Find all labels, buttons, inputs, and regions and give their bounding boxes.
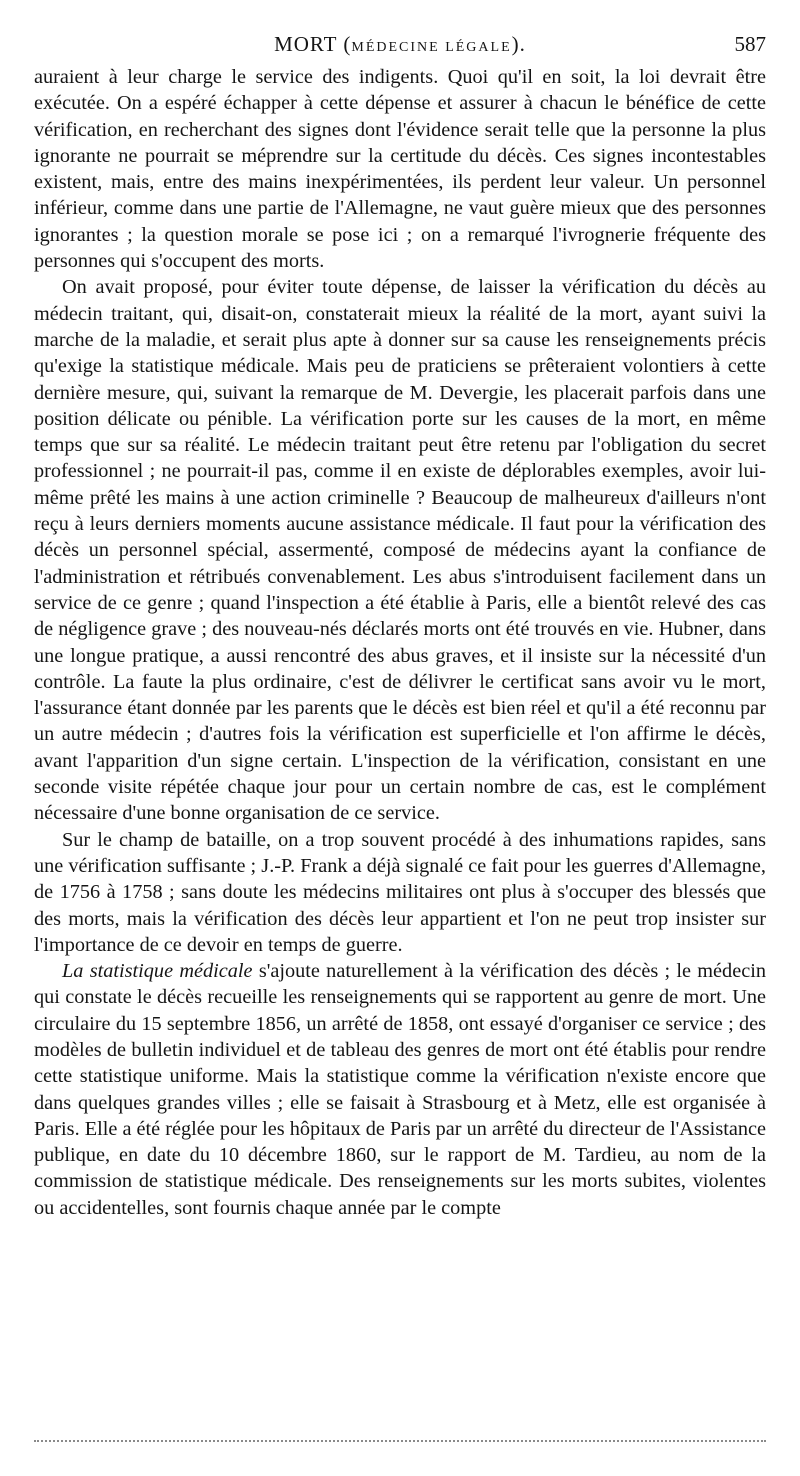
paragraph-4: [34, 958, 766, 1221]
paragraph-1: auraient à leur charge le service des indigents. Quoi qu'il en soit, la loi devrait être exécutée. On a espéré échapper à cette dépense et assurer à chacun le bénéfice de cette vérification, en recherchant des signes dont l'évidence serait telle que la personne la plus ignorante ne pourrait se méprendre sur la certitude du décès. Ces signes incontestables existent, mais, entre des mains inexpérimentées, ils perdent leur valeur. Un personnel inférieur, comme dans une partie de l'Allemagne, ne vaut guère mieux que des personnes ignorantes ; la question morale se pose ici ; on a remarqué l'ivrognerie fréquente des personnes qui s'occupent des morts.: [34, 66, 766, 273]
paragraph-4-text: s'ajoute naturellement à la vérification des décès ; le médecin qui constate le décès recueille les renseignements qui se rapportent au genre de mort. Une circulaire du 15 septembre 1856, un arrêté de 1858, ont essayé d'organiser ce service ; des modèles de bulletin individuel et de tableau des genres de mort ont été établis pour rendre cette statistique uniforme. Mais la statistique comme la vérification n'existe encore que dans quelques grandes villes ; elle se faisait à Strasbourg et à Metz, elle est organisée à Paris. Elle a été réglée pour les hôpitaux de Paris par un arrêté du directeur de l'Assistance publique, en date du 10 décembre 1860, sur le rapport de M. Tardieu, au nom de la commission de statistique médicale. Des renseignements sur les morts subites, violentes ou accidentelles, sont fournis chaque année par le compte: [34, 960, 766, 1219]
running-header: [34, 28, 766, 60]
body-text: [34, 64, 766, 1221]
running-title-end: ).: [511, 32, 526, 56]
paragraph-4-italic-lead: La statistique médicale: [62, 960, 253, 983]
running-title: [34, 28, 766, 64]
paragraph-2: On avait proposé, pour éviter toute dépense, de laisser la vérification du décès au médecin traitant, qui, disait-on, constaterait mieux la réalité de la mort, ayant suivi la marche de la maladie, et serait plus apte à donner sur sa cause les renseignements précis qu'exige la statistique médicale. Mais peu de praticiens se prêteraient volontiers à cette dernière mesure, qui, suivant la remarque de M. Devergie, les placerait parfois dans une position délicate ou pénible. La vérification porte sur les causes de la mort, en même temps que sur sa réalité. Le médecin traitant peut être retenu par l'obligation du secret professionnel ; ne pourrait-il pas, comme il en existe de déplorables exemples, avoir lui-même prêté les mains à une action criminelle ? Beaucoup de malheureux d'ailleurs n'ont reçu à leurs derniers moments aucune assistance médicale. Il faut pour la vérification des décès un personnel spécial, assermenté, composé de médecins ayant la confiance de l'administration et rétribués convenablement. Les abus s'introduisent facilement dans un service de ce genre ; quand l'inspection a été établie à Paris, elle a bientôt relevé des cas de négligence grave ; des nouveau-nés déclarés morts ont été trouvés en vie. Hubner, dans une longue pratique, a aussi rencontré des abus graves, et il insiste sur la nécessité d'un contrôle. La faute la plus ordinaire, c'est de délivrer le certificat sans avoir vu le mort, l'assurance étant donnée par les parents que le décès est bien réel et qu'il a été reconnu par un autre médecin ; d'autres fois la vérification est superficielle et l'on affirme le décès, avant l'apparition d'un signe certain. L'inspection de la vérification, consistant en une seconde visite répétée chaque jour pour un certain nombre de cas, est le complément nécessaire d'une bonne organisation de ce service.: [34, 276, 766, 825]
page-number: 587: [734, 32, 766, 56]
footer-dotted-rule: [34, 1440, 766, 1442]
running-title-main: MORT (: [274, 32, 352, 56]
running-title-smallcaps: MÉDECINE LÉGALE: [351, 40, 512, 55]
paragraph-3: Sur le champ de bataille, on a trop souvent procédé à des inhumations rapides, sans une vérification suffisante ; J.-P. Frank a déjà signalé ce fait pour les guerres d'Allemagne, de 1756 à 1758 ; sans doute les médecins militaires ont plus à s'occuper des blessés que des morts, mais la vérification des décès leur appartient et l'on ne peut trop insister sur l'importance de ce devoir en temps de guerre.: [34, 828, 766, 956]
